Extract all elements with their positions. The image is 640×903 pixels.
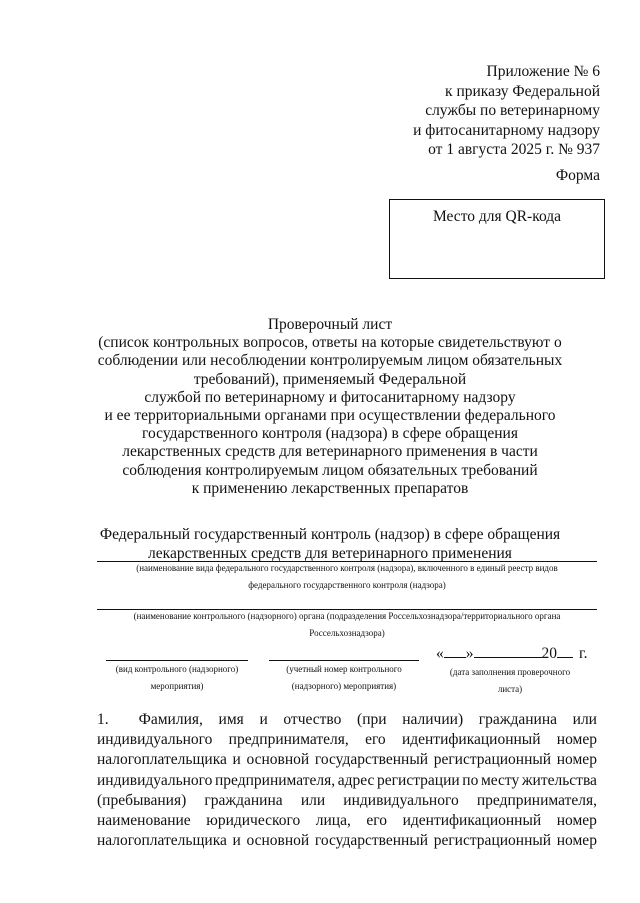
title-line: соблюдения контролируемым лицом обязательных требований xyxy=(122,461,538,479)
account-number-caption xyxy=(264,661,424,695)
word: месту xyxy=(480,771,520,789)
appendix-line: и фитосанитарному надзору xyxy=(413,121,600,139)
word: и xyxy=(232,832,241,850)
word: идентификационный xyxy=(401,731,541,749)
control-type-line: лекарственных средств для ветеринарного применения xyxy=(148,545,512,562)
qr-code-placeholder xyxy=(389,199,605,279)
caption-line: федерального государственного контроля (надзора) xyxy=(248,580,446,590)
word: номер xyxy=(556,731,597,749)
control-type-name xyxy=(70,525,590,563)
authority-caption xyxy=(97,608,597,642)
word: или xyxy=(300,791,326,809)
item-text-line xyxy=(97,791,597,811)
title-line: требований), применяемый Федеральной xyxy=(193,370,467,388)
appendix-header xyxy=(340,62,600,160)
word: основной xyxy=(246,832,310,850)
word: жительства xyxy=(521,771,597,789)
word: (пребывания) xyxy=(97,791,187,809)
word: (при xyxy=(357,711,387,728)
item-text-line xyxy=(97,750,597,770)
caption-line: листа) xyxy=(497,684,523,694)
title-line: службой по ветеринарному и фитосанитарному надзору xyxy=(144,388,516,406)
word: номер xyxy=(556,751,597,769)
title-line: государственного контроля (надзора) в сфере обращения xyxy=(142,425,518,443)
caption-line: (наименование вида федерального государственного контроля (надзора), включенного в единый реестр видов xyxy=(136,563,558,573)
word: регистрационный xyxy=(433,751,552,769)
word: номер xyxy=(556,812,597,830)
word: государственный xyxy=(314,751,429,769)
year-suffix: г. xyxy=(579,645,588,662)
word: индивидуального xyxy=(97,731,213,749)
title-line: и ее территориальными органами при осуществлении федерального xyxy=(104,407,556,425)
title-line: лекарственных средств для ветеринарного применения в части xyxy=(122,443,538,461)
word: регистрационный xyxy=(433,832,552,850)
form-label: Форма xyxy=(555,167,600,184)
item-line xyxy=(97,710,597,730)
date-open-quote: « xyxy=(436,645,444,662)
control-type-line: Федеральный государственный контроль (надзор) в сфере обращения xyxy=(99,526,561,543)
control-type-caption xyxy=(97,560,597,594)
caption-line: (вид контрольного (надзорного) xyxy=(115,664,239,674)
item-text-line xyxy=(97,811,597,831)
date-close-quote: » xyxy=(465,645,474,662)
caption-line: (наименование контрольного (надзорного) органа (подразделения Россельхознадзора/территориального органа xyxy=(133,611,561,621)
word: его xyxy=(366,812,388,830)
item-text-line xyxy=(97,771,597,791)
word: индивидуального xyxy=(97,771,213,789)
appendix-line: службы по ветеринарному xyxy=(425,102,600,119)
title-line: соблюдении или несоблюдении контролируемым лицом обязательных xyxy=(97,352,563,370)
fill-date-caption xyxy=(436,664,584,698)
word: лица, xyxy=(315,812,351,830)
item-number: 1. xyxy=(97,711,109,728)
word: и xyxy=(232,751,241,769)
word: наличии) xyxy=(402,711,464,728)
title-line: (список контрольных вопросов, ответы на которые свидетельствуют о xyxy=(98,334,562,352)
word: номер xyxy=(556,832,597,850)
word: налогоплательщика xyxy=(97,751,227,769)
caption-line: (дата заполнения проверочного xyxy=(449,667,571,677)
caption-line: (учетный номер контрольного xyxy=(286,664,402,674)
checklist-item-1 xyxy=(97,710,597,851)
word: гражданина xyxy=(204,791,283,809)
word: предпринимателя, xyxy=(215,771,336,789)
item-text-line xyxy=(97,730,597,750)
word: гражданина xyxy=(478,711,557,728)
word: и xyxy=(259,711,268,728)
word: предпринимателя, xyxy=(476,791,597,809)
item-text-line xyxy=(97,831,597,851)
word: государственный xyxy=(314,832,429,850)
word: наименование xyxy=(97,812,191,830)
word: идентификационный xyxy=(402,812,542,830)
word: регистрации xyxy=(377,771,460,789)
word: налогоплательщика xyxy=(97,832,227,850)
title-line: Проверочный лист xyxy=(267,316,393,333)
word: его xyxy=(365,731,386,749)
caption-line: (надзорного) мероприятия) xyxy=(291,681,397,691)
word: предпринимателя, xyxy=(228,731,349,749)
fill-date-field[interactable] xyxy=(436,645,587,663)
word: по xyxy=(462,771,479,789)
item-text-line xyxy=(139,710,597,730)
caption-line: мероприятия) xyxy=(150,681,204,691)
year-prefix: 20 xyxy=(541,645,557,662)
word: индивидуального xyxy=(343,791,459,809)
title-line: к применению лекарственных препаратов xyxy=(191,479,469,497)
document-title xyxy=(70,316,590,498)
word: юридического xyxy=(206,812,301,830)
appendix-line: к приказу Федеральной xyxy=(445,82,600,100)
event-type-caption xyxy=(96,661,258,695)
caption-line: Россельхознадзора) xyxy=(309,628,385,638)
word: Фамилия, xyxy=(138,711,203,728)
word: имя xyxy=(218,711,244,728)
word: адрес xyxy=(337,771,375,789)
appendix-line: Приложение № 6 xyxy=(486,63,600,80)
word: отчество xyxy=(283,711,342,728)
word: основной xyxy=(246,751,310,769)
appendix-line: от 1 августа 2025 г. № 937 xyxy=(428,141,600,158)
word: или xyxy=(572,711,597,728)
qr-placeholder-label: Место для QR-кода xyxy=(432,208,562,225)
